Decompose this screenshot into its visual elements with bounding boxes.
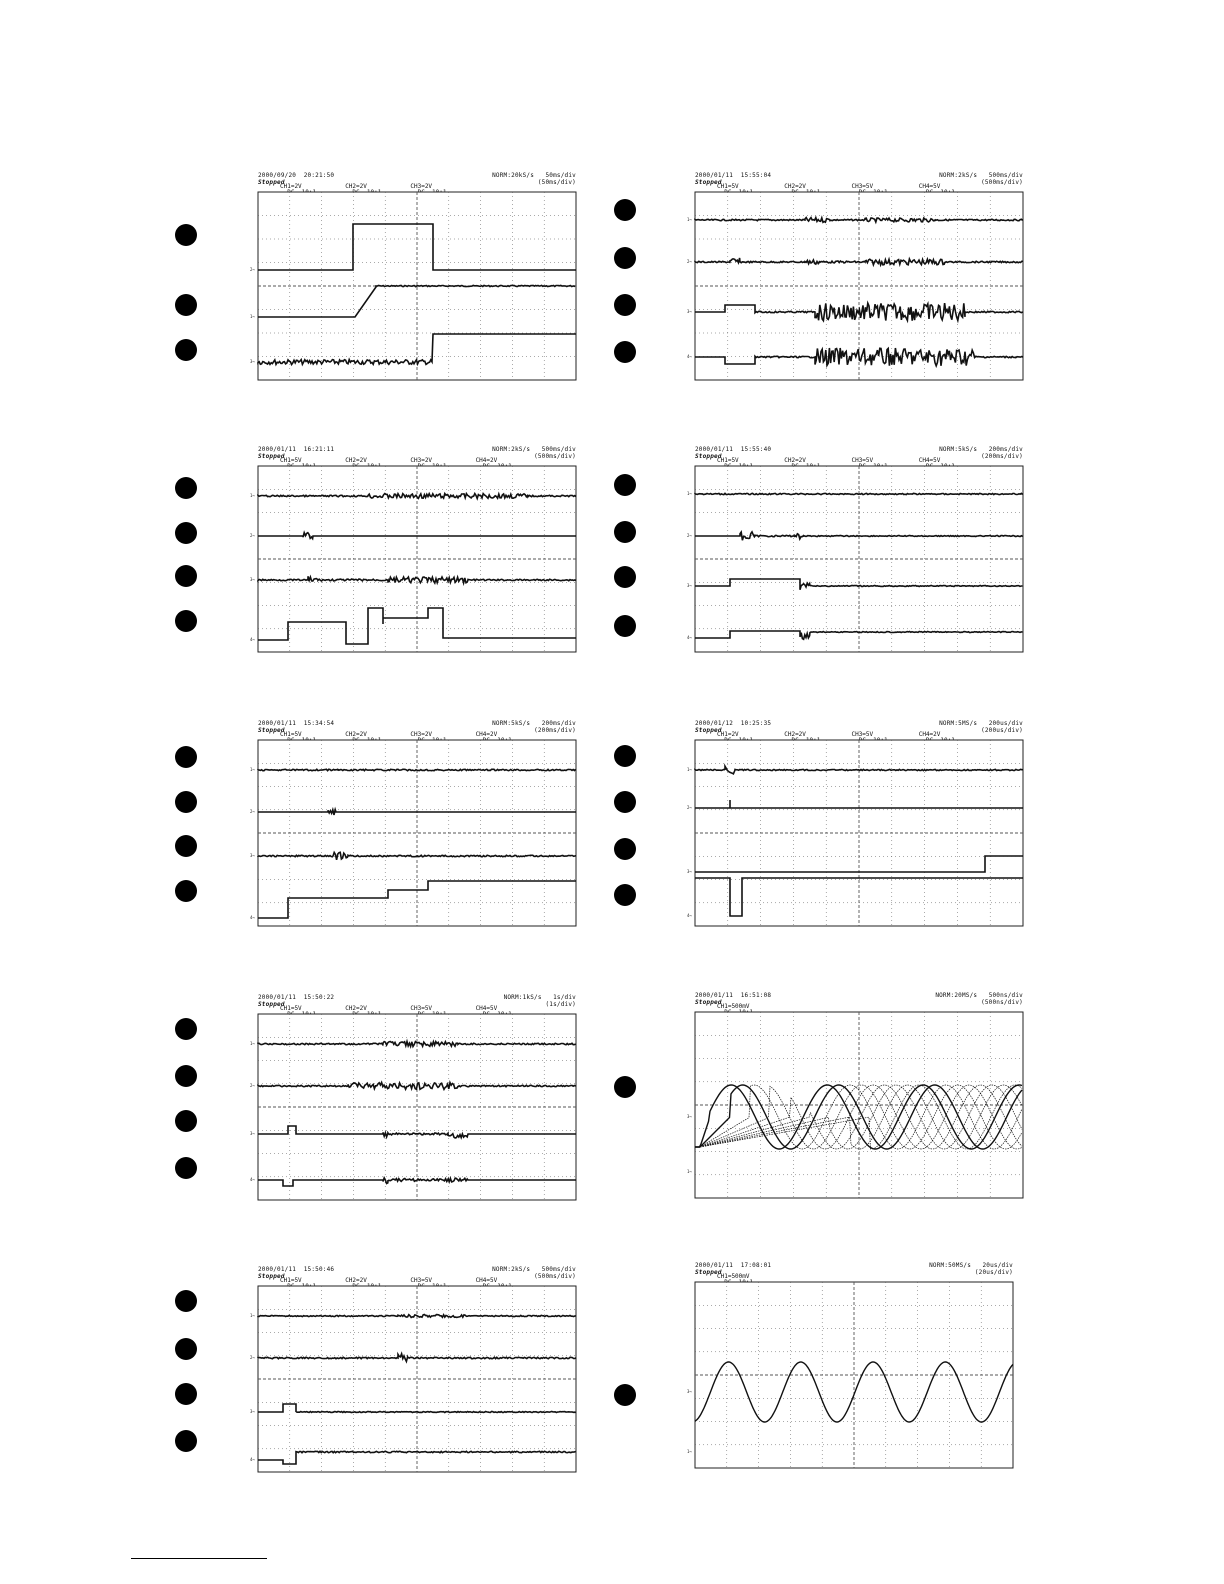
- status-label: Stopped: [695, 999, 722, 1006]
- channel-level-marker: 4→: [687, 354, 692, 359]
- channel-marker-dot: [175, 339, 197, 361]
- channel-marker-dot: [175, 224, 197, 246]
- channel-marker-dot: [175, 746, 197, 768]
- scope-screen: [258, 192, 576, 380]
- channel-marker-dot: [614, 745, 636, 767]
- timebase-sub: (200ms/div): [534, 727, 576, 734]
- sample-mode: NORM:5kS/s: [939, 446, 978, 453]
- sample-mode: NORM:1kS/s: [503, 994, 542, 1001]
- scope-s10: [687, 1262, 1013, 1468]
- channel-level-marker: 3→: [250, 1131, 255, 1136]
- status-label: Stopped: [695, 179, 722, 186]
- channel-marker-dot: [614, 521, 636, 543]
- timebase: 50ms/div: [545, 172, 576, 179]
- channel-name: CH1=5V: [280, 731, 302, 738]
- channel-level-marker: 4→: [250, 1177, 255, 1182]
- channel-level-marker: 2→: [687, 533, 692, 538]
- channel-name: CH4=5V: [475, 1005, 498, 1012]
- timebase-sub: (200ms/div): [981, 453, 1023, 460]
- channel-marker-dot: [614, 566, 636, 588]
- channel-name: CH4=5V: [475, 1277, 498, 1284]
- status-label: Stopped: [258, 453, 285, 460]
- channel-marker-dot: [614, 341, 636, 363]
- channel-marker-dot: [614, 615, 636, 637]
- channel-name: CH3=5V: [410, 1277, 433, 1284]
- channel-name: CH4=2V: [475, 457, 498, 464]
- channel-level-marker: 1→: [687, 217, 692, 222]
- channel-name: CH2=2V: [784, 457, 806, 464]
- channel-name: CH3=2V: [410, 183, 433, 190]
- timebase: 500ms/div: [541, 1266, 576, 1273]
- scope-screen: [695, 1282, 1013, 1468]
- channel-level-marker: 4→: [687, 635, 692, 640]
- footnote-rule: [131, 1558, 267, 1559]
- channel-level-marker: 2→: [250, 533, 255, 538]
- channel-level-marker: 3→: [687, 1114, 692, 1119]
- timebase-sub: (200us/div): [981, 727, 1023, 734]
- channel-level-marker: 4→: [250, 1457, 255, 1462]
- scope-s2: [687, 172, 1023, 380]
- timestamp: 2000/01/12 10:25:35: [695, 720, 772, 727]
- channel-level-marker: 2→: [250, 267, 255, 272]
- channel-level-marker: 3→: [687, 309, 692, 314]
- timestamp: 2000/09/20 20:21:50: [258, 172, 335, 179]
- channel-marker-dot: [614, 1384, 636, 1406]
- channel-marker-dot: [175, 1018, 197, 1040]
- timebase: 200ms/div: [988, 446, 1023, 453]
- channel-name: CH2=2V: [345, 457, 367, 464]
- channel-level-marker: 1→: [250, 1041, 255, 1046]
- status-label: Stopped: [258, 1001, 285, 1008]
- channel-marker-dot: [175, 1110, 197, 1132]
- timestamp: 2000/01/11 15:50:46: [258, 1266, 335, 1273]
- channel-marker-dot: [614, 247, 636, 269]
- status-label: Stopped: [695, 727, 722, 734]
- channel-marker-dot: [175, 522, 197, 544]
- channel-marker-dot: [175, 880, 197, 902]
- scope-s7: [250, 994, 576, 1200]
- timebase: 20us/div: [982, 1262, 1013, 1269]
- scope-screen: [695, 466, 1023, 652]
- channel-name: CH2=2V: [345, 731, 367, 738]
- channel-level-marker: 3→: [250, 1409, 255, 1414]
- sample-mode: NORM:5kS/s: [492, 720, 531, 727]
- channel-marker-dot: [614, 791, 636, 813]
- channel-name: CH4=2V: [918, 731, 941, 738]
- channel-name: CH1=500mV: [717, 1003, 750, 1010]
- timestamp: 2000/01/11 15:50:22: [258, 994, 335, 1001]
- scope-screen: [695, 192, 1023, 380]
- channel-name: CH3=5V: [851, 731, 874, 738]
- channel-level-marker: 3→: [250, 853, 255, 858]
- status-label: Stopped: [695, 453, 722, 460]
- channel-marker-dot: [614, 474, 636, 496]
- channel-level-marker: 1→: [250, 1313, 255, 1318]
- channel-level-marker: 1→: [687, 1449, 692, 1454]
- channel-marker-dot: [175, 1338, 197, 1360]
- channel-marker-dot: [614, 294, 636, 316]
- scope-s6: [687, 720, 1023, 926]
- sample-mode: NORM:20MS/s: [935, 992, 978, 999]
- channel-name: CH4=5V: [918, 457, 941, 464]
- channel-name: CH4=2V: [475, 731, 498, 738]
- scope-screen: [258, 1286, 576, 1472]
- scope-screen: [695, 1012, 1023, 1198]
- channel-name: CH1=2V: [280, 183, 302, 190]
- channel-marker-dot: [175, 477, 197, 499]
- channel-level-marker: 1→: [250, 314, 255, 319]
- scope-screen: [258, 466, 576, 652]
- sample-mode: NORM:2kS/s: [492, 446, 531, 453]
- timebase: 500ns/div: [988, 992, 1023, 999]
- channel-level-marker: 3→: [250, 577, 255, 582]
- channel-marker-dot: [175, 610, 197, 632]
- channel-name: CH3=5V: [851, 183, 874, 190]
- status-label: Stopped: [695, 1269, 722, 1276]
- channel-name: CH2=2V: [345, 1277, 367, 1284]
- timebase: 500ms/div: [541, 446, 576, 453]
- channel-level-marker: 4→: [250, 915, 255, 920]
- channel-marker-dot: [175, 791, 197, 813]
- status-label: Stopped: [258, 179, 285, 186]
- channel-level-marker: 1→: [250, 767, 255, 772]
- channel-name: CH2=2V: [784, 183, 806, 190]
- timestamp: 2000/01/11 15:34:54: [258, 720, 335, 727]
- channel-level-marker: 1→: [250, 493, 255, 498]
- channel-name: CH1=5V: [280, 1277, 302, 1284]
- channel-level-marker: 2→: [250, 809, 255, 814]
- scope-s3: [250, 446, 576, 652]
- timebase: 200us/div: [988, 720, 1023, 727]
- channel-marker-dot: [614, 1076, 636, 1098]
- channel-marker-dot: [175, 1290, 197, 1312]
- channel-name: CH3=2V: [410, 731, 433, 738]
- channel-marker-dot: [175, 1065, 197, 1087]
- channel-name: CH1=5V: [717, 457, 739, 464]
- channel-level-marker: 2→: [250, 1355, 255, 1360]
- channel-name: CH3=5V: [410, 1005, 433, 1012]
- sample-mode: NORM:2kS/s: [939, 172, 978, 179]
- status-label: Stopped: [258, 727, 285, 734]
- timebase: 200ms/div: [541, 720, 576, 727]
- channel-level-marker: 3→: [250, 359, 255, 364]
- channel-marker-dot: [175, 1383, 197, 1405]
- scope-s1: [250, 172, 576, 380]
- timebase-sub: (1s/div): [545, 1001, 576, 1008]
- channel-name: CH4=5V: [918, 183, 941, 190]
- channel-name: CH1=5V: [280, 1005, 302, 1012]
- timebase: 1s/div: [553, 994, 576, 1001]
- sample-mode: NORM:50MS/s: [929, 1262, 972, 1269]
- channel-level-marker: 1→: [687, 1169, 692, 1174]
- timebase-sub: (500ms/div): [981, 179, 1023, 186]
- timestamp: 2000/01/11 16:21:11: [258, 446, 335, 453]
- channel-level-marker: 1→: [687, 491, 692, 496]
- scope-screen: [695, 740, 1023, 926]
- channel-level-marker: 4→: [687, 913, 692, 918]
- waveform-trace: [695, 493, 1023, 494]
- channel-name: CH1=2V: [717, 731, 739, 738]
- channel-name: CH1=5V: [280, 457, 302, 464]
- channel-marker-dot: [175, 294, 197, 316]
- channel-marker-dot: [614, 884, 636, 906]
- timestamp: 2000/01/11 16:51:08: [695, 992, 772, 999]
- channel-name: CH3=5V: [851, 457, 874, 464]
- scope-screen: [258, 1014, 576, 1200]
- scope-screen: [258, 740, 576, 926]
- channel-level-marker: 3→: [687, 1389, 692, 1394]
- scope-s5: [250, 720, 576, 926]
- channel-level-marker: 2→: [687, 805, 692, 810]
- channel-level-marker: 4→: [250, 637, 255, 642]
- channel-name: CH1=5V: [717, 183, 739, 190]
- timestamp: 2000/01/11 15:55:40: [695, 446, 772, 453]
- channel-level-marker: 2→: [687, 259, 692, 264]
- timebase-sub: (500ms/div): [534, 453, 576, 460]
- channel-marker-dot: [175, 1157, 197, 1179]
- scope-s4: [687, 446, 1023, 652]
- channel-name: CH2=2V: [345, 1005, 367, 1012]
- timestamp: 2000/01/11 15:55:04: [695, 172, 772, 179]
- channel-level-marker: 3→: [687, 869, 692, 874]
- timebase: 500ms/div: [988, 172, 1023, 179]
- sample-mode: NORM:20kS/s: [492, 172, 535, 179]
- sample-mode: NORM:5MS/s: [939, 720, 978, 727]
- channel-name: CH1=500mV: [717, 1273, 750, 1280]
- status-label: Stopped: [258, 1273, 285, 1280]
- channel-marker-dot: [614, 199, 636, 221]
- channel-name: CH2=2V: [345, 183, 367, 190]
- channel-name: CH2=2V: [784, 731, 806, 738]
- sample-mode: NORM:2kS/s: [492, 1266, 531, 1273]
- scope-s8: [687, 992, 1023, 1198]
- timebase-sub: (50ms/div): [537, 179, 576, 186]
- channel-level-marker: 2→: [250, 1083, 255, 1088]
- channel-marker-dot: [175, 565, 197, 587]
- channel-marker-dot: [175, 1430, 197, 1452]
- channel-level-marker: 1→: [687, 767, 692, 772]
- channel-name: CH3=2V: [410, 457, 433, 464]
- channel-level-marker: 3→: [687, 583, 692, 588]
- channel-marker-dot: [614, 838, 636, 860]
- timebase-sub: (20us/div): [974, 1269, 1013, 1276]
- timestamp: 2000/01/11 17:08:01: [695, 1262, 772, 1269]
- scope-s9: [250, 1266, 576, 1472]
- channel-marker-dot: [175, 835, 197, 857]
- timebase-sub: (500ns/div): [981, 999, 1023, 1006]
- timebase-sub: (500ms/div): [534, 1273, 576, 1280]
